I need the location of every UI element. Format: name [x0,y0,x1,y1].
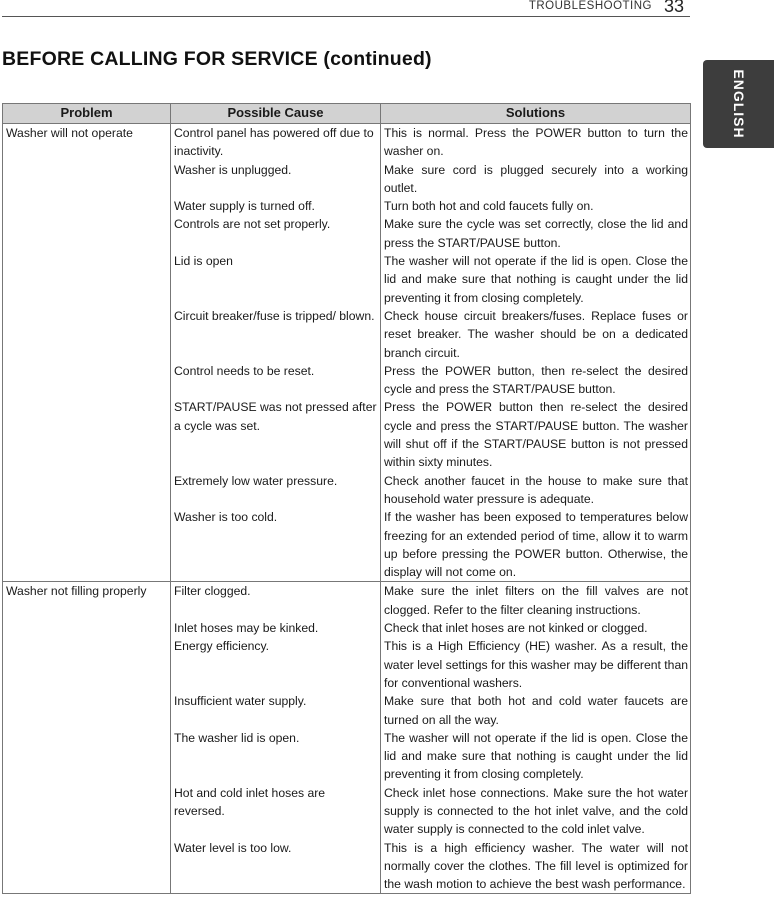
page-title: BEFORE CALLING FOR SERVICE (continued) [2,48,432,70]
solution-cell: Check another faucet in the house to make sure that household water pressure is adequate. [381,472,691,509]
header-section-label: TROUBLESHOOTING [528,0,652,12]
cause-cell: Lid is open [171,252,381,307]
solution-cell: Check inlet hose connections. Make sure the hot water supply is connected to the hot inlet valve, and the cold water supply is connected to the cold inlet valve. [381,784,691,839]
cause-cell: Extremely low water pressure. [171,472,381,509]
header-rule [2,16,690,17]
solution-cell: The washer will not operate if the lid is open. Close the lid and make sure that nothing is caught under the lid preventing it from closing completely. [381,729,691,784]
solution-cell: This is a High Efficiency (HE) washer. As a result, the water level settings for this washer may be different than for conventional washers. [381,637,691,692]
cause-cell: Control panel has powered off due to inactivity. [171,124,381,161]
table-body [3,124,691,894]
cause-cell: Hot and cold inlet hoses are reversed. [171,784,381,839]
solution-cell: This is normal. Press the POWER button to turn the washer on. [381,124,691,161]
solution-cell: If the washer has been exposed to temperatures below freezing for an extended period of time, allow it to warm up before pressing the POWER button. Otherwise, the display will not come on. [381,508,691,582]
cause-cell: Control needs to be reset. [171,362,381,399]
solution-cell: Make sure the inlet filters on the fill valves are not clogged. Refer to the filter cleaning instructions. [381,582,691,619]
solution-cell: This is a high efficiency washer. The water will not normally cover the clothes. The fill level is optimized for the wash motion to achieve the best wash performance. [381,839,691,894]
solution-cell: Make sure cord is plugged securely into a working outlet. [381,161,691,198]
column-header-problem: Problem [3,104,171,124]
troubleshooting-table [2,103,691,894]
language-tab-label: ENGLISH [730,69,747,139]
solution-cell: Make sure that both hot and cold water faucets are turned on all the way. [381,692,691,729]
cause-cell: Insufficient water supply. [171,692,381,729]
page-number: 33 [664,0,685,16]
column-header-solutions: Solutions [381,104,691,124]
problem-cell: Washer not filling properly [3,582,171,894]
cause-cell: Washer is unplugged. [171,161,381,198]
cause-cell: Filter clogged. [171,582,381,619]
solution-cell: Make sure the cycle was set correctly, close the lid and press the START/PAUSE button. [381,215,691,252]
solution-cell: Check that inlet hoses are not kinked or clogged. [381,619,691,637]
solution-cell: Turn both hot and cold faucets fully on. [381,197,691,215]
cause-cell: Energy efficiency. [171,637,381,692]
problem-cell: Washer will not operate [3,124,171,582]
solution-cell: Press the POWER button, then re-select the desired cycle and press the START/PAUSE button. [381,362,691,399]
solution-cell: Press the POWER button then re-select the desired cycle and press the START/PAUSE button. The washer will shut off if the START/PAUSE button is not pressed within sixty minutes. [381,398,691,471]
table-row [3,582,691,619]
cause-cell: Controls are not set properly. [171,215,381,252]
cause-cell: Inlet hoses may be kinked. [171,619,381,637]
cause-cell: The washer lid is open. [171,729,381,784]
cause-cell: Washer is too cold. [171,508,381,582]
column-header-cause: Possible Cause [171,104,381,124]
cause-cell: Water level is too low. [171,839,381,894]
solution-cell: The washer will not operate if the lid is open. Close the lid and make sure that nothing is caught under the lid preventing it from closing completely. [381,252,691,307]
solution-cell: Check house circuit breakers/fuses. Replace fuses or reset breaker. The washer should be on a dedicated branch circuit. [381,307,691,362]
cause-cell: Water supply is turned off. [171,197,381,215]
table-row [3,124,691,161]
table-header-row [3,104,691,124]
cause-cell: START/PAUSE was not pressed after a cycle was set. [171,398,381,471]
cause-cell: Circuit breaker/fuse is tripped/ blown. [171,307,381,362]
language-tab [703,60,774,148]
